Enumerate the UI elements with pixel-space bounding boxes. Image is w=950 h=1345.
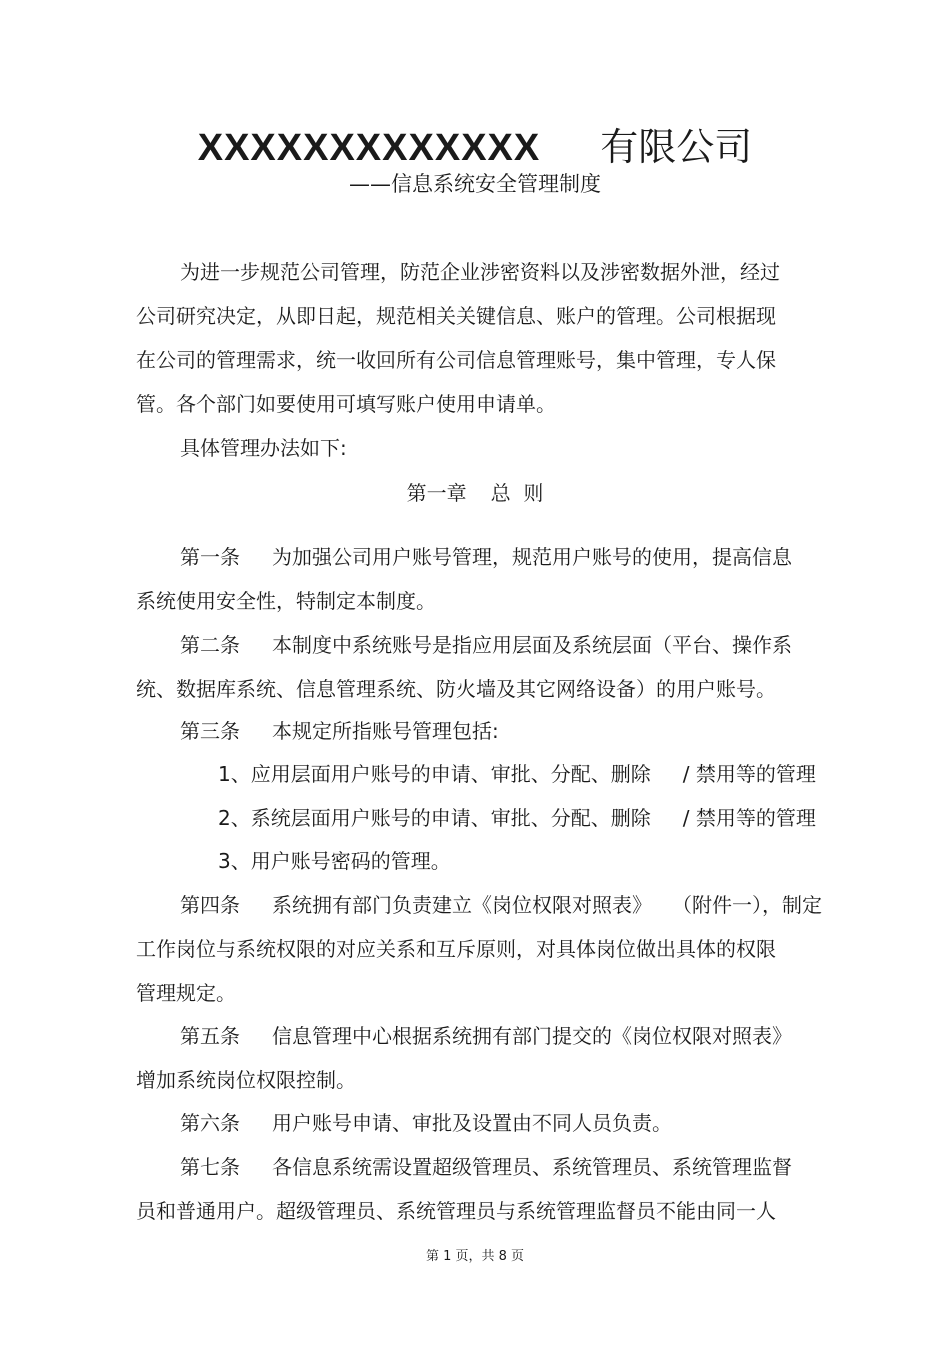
- article-4: [180, 890, 822, 920]
- article-7: [180, 1152, 792, 1182]
- article-2-line-2: 统、数据库系统、信息管理系统、防火墙及其它网络设备）的用户账号。: [136, 677, 776, 701]
- article-5-line-2: 增加系统岗位权限控制。: [136, 1068, 356, 1092]
- document-title: [0, 122, 950, 173]
- page-number-footer: 第 1 页，共 8 页: [425, 1249, 525, 1264]
- article-3-item-3: 3、用户账号密码的管理。: [218, 849, 451, 873]
- company-name-placeholder: XXXXXXXXXXXXX: [197, 127, 541, 169]
- intro-line-3: 在公司的管理需求，统一收回所有公司信息管理账号，集中管理，专人保: [136, 348, 776, 372]
- article-3-label: 第三条: [180, 719, 240, 743]
- article-1-line-2: 系统使用安全性，特制定本制度。: [136, 589, 436, 613]
- article-5-line-1: 信息管理中心根据系统拥有部门提交的《岗位权限对照表》: [272, 1024, 792, 1048]
- intro-line-2: 公司研究决定，从即日起，规范相关关键信息、账户的管理。公司根据现: [136, 304, 776, 328]
- article-6: [180, 1108, 672, 1138]
- chapter-label: 第一章: [406, 481, 467, 505]
- chapter-title: 总 则: [490, 481, 544, 505]
- article-3-item-1-tail: / 禁用等的管理: [682, 762, 816, 786]
- article-1-label: 第一条: [180, 545, 240, 569]
- intro-measures: 具体管理办法如下:: [180, 436, 347, 460]
- article-3-item-2-tail: / 禁用等的管理: [682, 806, 816, 830]
- article-6-label: 第六条: [180, 1111, 240, 1135]
- article-3-item-2: [218, 803, 816, 833]
- article-4-line-3: 管理规定。: [136, 981, 236, 1005]
- article-4-line-2: 工作岗位与系统权限的对应关系和互斥原则，对具体岗位做出具体的权限: [136, 937, 776, 961]
- article-5: [180, 1021, 792, 1051]
- article-2-line-1: 本制度中系统账号是指应用层面及系统层面（平台、操作系: [272, 633, 792, 657]
- intro-line-1: 为进一步规范公司管理，防范企业涉密资料以及涉密数据外泄，经过: [180, 260, 780, 284]
- article-5-label: 第五条: [180, 1024, 240, 1048]
- article-3-item-1: [218, 759, 816, 789]
- company-suffix: 有限公司: [600, 125, 753, 169]
- article-3-line-1: 本规定所指账号管理包括:: [272, 719, 499, 743]
- article-6-line-1: 用户账号申请、审批及设置由不同人员负责。: [272, 1111, 672, 1135]
- document-subtitle: ——信息系统安全管理制度: [349, 172, 601, 196]
- article-2-label: 第二条: [180, 633, 240, 657]
- article-3: [180, 716, 499, 746]
- article-1-line-1: 为加强公司用户账号管理，规范用户账号的使用，提高信息: [272, 545, 792, 569]
- article-4-line-1-main: 系统拥有部门负责建立《岗位权限对照表》: [272, 893, 652, 917]
- chapter-heading: [0, 478, 950, 508]
- article-2: [180, 630, 792, 660]
- article-7-line-2: 员和普通用户。超级管理员、系统管理员与系统管理监督员不能由同一人: [136, 1199, 776, 1223]
- article-3-item-2-main: 2、系统层面用户账号的申请、审批、分配、删除: [218, 806, 651, 830]
- article-4-label: 第四条: [180, 893, 240, 917]
- intro-line-4: 管。各个部门如要使用可填写账户使用申请单。: [136, 392, 556, 416]
- article-1: [180, 542, 792, 572]
- article-3-item-1-main: 1、应用层面用户账号的申请、审批、分配、删除: [218, 762, 651, 786]
- article-7-label: 第七条: [180, 1155, 240, 1179]
- article-4-line-1-tail: （附件一），制定: [672, 893, 822, 917]
- article-7-line-1: 各信息系统需设置超级管理员、系统管理员、系统管理监督: [272, 1155, 792, 1179]
